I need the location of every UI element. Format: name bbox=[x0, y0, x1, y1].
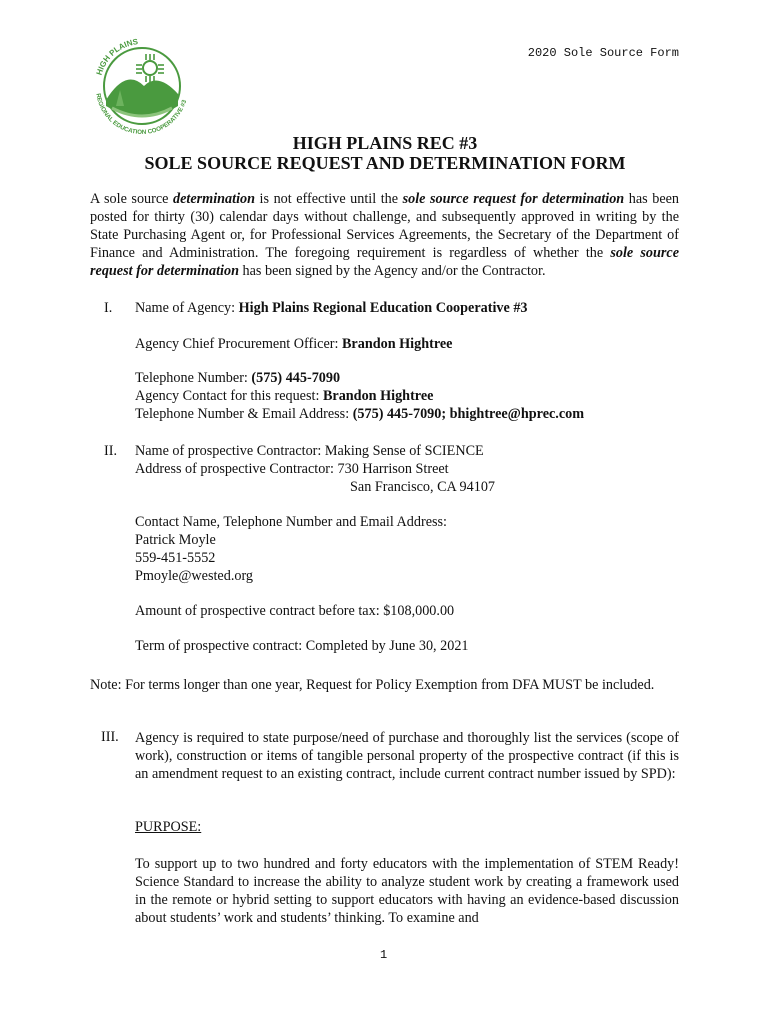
contractor-contact-label: Contact Name, Telephone Number and Email Address: bbox=[135, 514, 447, 530]
agency-cpo: Agency Chief Procurement Officer: Brandon Hightree bbox=[135, 336, 453, 352]
contractor-address: Address of prospective Contractor: 730 Harrison Street bbox=[135, 461, 449, 477]
purpose-text: To support up to two hundred and forty educators with the implementation of STEM Ready! Science Standard to increase the ability to analyze student work by creating a framework used in the remote or hybrid setting to support educators with having an evidence-based discussion about students’ work and students’ thinking. To examine and bbox=[135, 856, 679, 926]
contractor-name: Name of prospective Contractor: Making Sense of SCIENCE bbox=[135, 443, 484, 459]
page-subtitle: SOLE SOURCE REQUEST AND DETERMINATION FORM bbox=[144, 153, 626, 173]
logo bbox=[86, 28, 198, 140]
agency-phone: Telephone Number: (575) 445-7090 bbox=[135, 370, 341, 386]
contractor-contact-name: Patrick Moyle bbox=[135, 532, 216, 548]
contractor-contact-phone: 559-451-5552 bbox=[135, 550, 216, 566]
page-number: 1 bbox=[380, 948, 388, 962]
contract-amount: Amount of prospective contract before tax: $108,000.00 bbox=[135, 603, 455, 619]
contractor-city: San Francisco, CA 94107 bbox=[350, 479, 496, 495]
logo-text-top: HIGH PLAINS bbox=[94, 37, 139, 77]
contractor-contact-email: Pmoyle@wested.org bbox=[135, 568, 254, 584]
intro-paragraph: A sole source determination is not effective until the sole source request for determination has been posted for thirty (30) calendar days without challenge, and subsequently approved in writing by the State Purchasing Agent or, for Professional Services Agreements, the Secretary of the Department of Finance and Administration. The foregoing requirement is regardless of whether the sole source request for determination has been signed by the Agency and/or the Contractor. bbox=[90, 191, 680, 279]
section-3-text: Agency is required to state purpose/need of purchase and thoroughly list the services (scope of work), construction or items of tangible personal property of the prospective contract (if this is an amendment request to an existing contract, include current contract number issued by SPD): bbox=[135, 730, 679, 782]
form-label: 2020 Sole Source Form bbox=[527, 46, 679, 60]
contract-term: Term of prospective contract: Completed by June 30, 2021 bbox=[135, 638, 469, 654]
purpose-heading: PURPOSE: bbox=[135, 819, 202, 835]
agency-contact: Agency Contact for this request: Brandon Hightree bbox=[135, 388, 434, 404]
agency-name: Name of Agency: High Plains Regional Education Cooperative #3 bbox=[135, 300, 528, 316]
section-3-numeral: III. bbox=[101, 729, 119, 745]
agency-phone-email: Telephone Number & Email Address: (575) 445-7090; bhightree@hprec.com bbox=[135, 406, 585, 422]
term-note: Note: For terms longer than one year, Request for Policy Exemption from DFA MUST be included. bbox=[90, 677, 655, 693]
logo-text-bottom: REGIONAL EDUCATION COOPERATIVE #3 bbox=[94, 92, 189, 137]
section-2-numeral: II. bbox=[104, 443, 117, 459]
page-title: HIGH PLAINS REC #3 bbox=[292, 133, 478, 153]
logo-emblem bbox=[86, 28, 198, 140]
section-1-numeral: I. bbox=[104, 300, 113, 316]
